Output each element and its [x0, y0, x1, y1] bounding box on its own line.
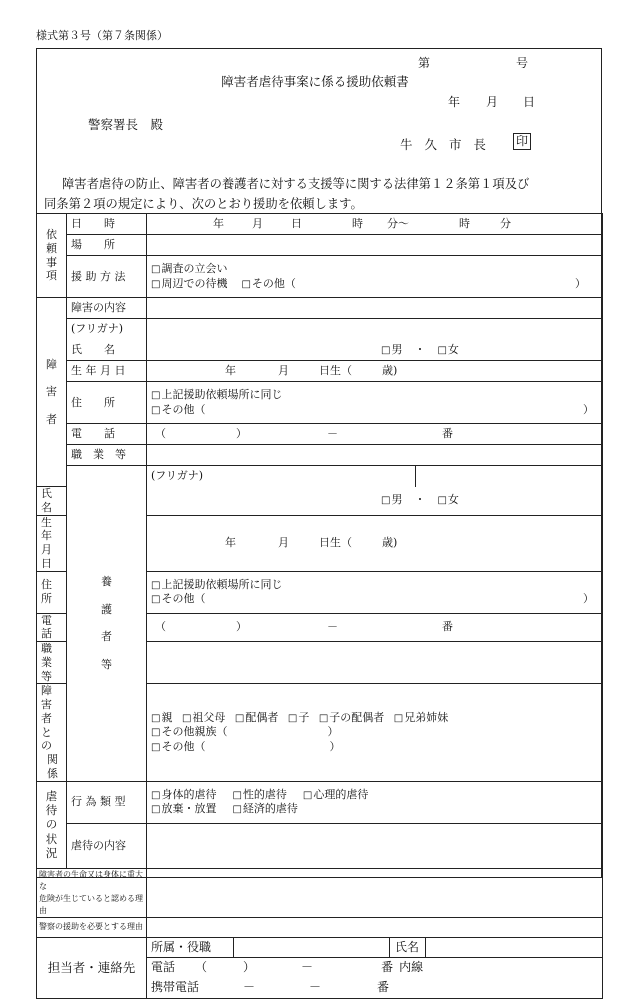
place-label: 場 所 [67, 235, 147, 256]
cg-phone-value[interactable]: （ ） － 番 [147, 613, 603, 642]
victim-phone-value[interactable]: （ ） － 番 [147, 424, 603, 445]
cg-birth-label: 生 年 月 日 [37, 515, 67, 571]
victim-name-value[interactable]: □男 ・ □女 [147, 340, 603, 361]
abuse-type-label: 行 為 類 型 [67, 781, 147, 823]
abuse-content-label: 虐待の内容 [67, 823, 147, 868]
abuse-content-value[interactable] [147, 823, 603, 868]
checkbox-method-other[interactable]: □ [241, 278, 251, 290]
request-table [36, 213, 603, 999]
checkbox-rel-grandparent[interactable]: □ [181, 712, 192, 724]
danger-reason-label: 障害者の生命又は身体に重大な 危険が生じていると認める理由 [37, 868, 147, 917]
victim-birth-label: 生 年 月 日 [67, 361, 147, 382]
disability-label: 障害の内容 [67, 298, 147, 319]
contact-details [147, 937, 603, 998]
police-reason-value[interactable] [147, 917, 603, 937]
intro-line-1: 障害者虐待の防止、障害者の養護者に対する支援等に関する法律第１２条第１項及び [62, 177, 530, 191]
checkbox-abuse-economic[interactable]: □ [232, 804, 242, 815]
contact-mobile-row[interactable]: 携帯電話 － － 番 [151, 980, 390, 994]
cg-job-value[interactable] [147, 642, 603, 684]
checkbox-standby[interactable]: □ [151, 278, 161, 290]
checkbox-abuse-neglect[interactable]: □ [151, 804, 161, 815]
victim-phone-label: 電 話 [67, 424, 147, 445]
checkbox-rel-spouse[interactable]: □ [234, 712, 245, 724]
checkbox-rel-sibling[interactable]: □ [393, 712, 404, 724]
datetime-value[interactable]: 年 月 日 時 分～ 時 分 [147, 214, 603, 235]
checkbox-rel-child[interactable]: □ [287, 712, 298, 724]
danger-reason-value[interactable] [147, 868, 603, 917]
intro-line-2: 同条第２項の規定により、次のとおり援助を依頼します。 [44, 197, 363, 211]
checkbox-abuse-physical[interactable]: □ [151, 789, 161, 801]
victim-address-value[interactable]: □上記援助依頼場所に同じ □その他（ ） [147, 382, 603, 424]
victim-furigana-label: (フリガナ) [67, 319, 147, 340]
document-title: 障害者虐待事案に係る援助依頼書 [221, 74, 409, 89]
checkbox-victim-male[interactable]: □ [381, 344, 391, 356]
cg-address-label: 住 所 [37, 571, 67, 613]
sender: 牛 久 市 長 [400, 137, 490, 152]
contact-name-value[interactable] [425, 938, 602, 958]
cg-furigana-label: (フリガナ) [147, 466, 416, 487]
checkbox-cg-female[interactable]: □ [437, 495, 447, 507]
section-caregiver: 養 護 者 等 [67, 466, 147, 782]
checkbox-victim-addr-other[interactable]: □ [151, 404, 161, 416]
cg-address-value[interactable]: □上記援助依頼場所に同じ □その他（ ） [147, 571, 603, 613]
seal-mark: 印 [513, 133, 531, 150]
checkbox-rel-other-relative[interactable]: □ [151, 727, 161, 739]
abuse-type-options[interactable]: □身体的虐待 □性的虐待 □心理的虐待 □放棄・放置 □経済的虐待 [147, 781, 603, 823]
method-label: 援 助 方 法 [67, 256, 147, 298]
disability-value[interactable] [147, 298, 603, 319]
checkbox-abuse-sexual[interactable]: □ [232, 789, 242, 801]
cg-furigana-value[interactable] [416, 466, 603, 487]
date-month: 月 [486, 95, 499, 109]
checkbox-victim-female[interactable]: □ [437, 344, 447, 356]
victim-address-label: 住 所 [67, 382, 147, 424]
police-reason-label: 警察の援助を必要とする理由 [37, 917, 147, 937]
doc-number-dai: 第 [418, 56, 431, 70]
cg-relation-options[interactable]: □親 □祖父母 □配偶者 □子 □子の配偶者 □兄弟姉妹 □その他親族（ ） □その他（ ） [147, 684, 603, 781]
date-year: 年 [448, 95, 461, 109]
cg-birth-value[interactable]: 年 月 日生（ 歳) [147, 515, 603, 571]
section-abuse: 虐 待 の 状 況 [37, 781, 67, 868]
checkbox-rel-parent[interactable]: □ [151, 712, 161, 724]
place-value[interactable] [147, 235, 603, 256]
contact-name-label: 氏名 [389, 938, 425, 958]
cg-name-value[interactable]: □男 ・ □女 [147, 487, 603, 516]
section-victim: 障 害 者 [37, 298, 67, 487]
contact-affiliation-label: 所属・役職 [147, 938, 233, 958]
contact-phone-row[interactable]: 電話 （ ） － 番 内線 [151, 960, 424, 975]
doc-number-go: 号 [516, 56, 529, 70]
contact-affiliation-value[interactable] [233, 938, 389, 958]
checkbox-rel-other[interactable]: □ [151, 741, 161, 753]
checkbox-victim-addr-same[interactable]: □ [151, 390, 161, 401]
date-day: 日 [523, 95, 536, 109]
checkbox-witness[interactable]: □ [151, 264, 161, 275]
victim-birth-value[interactable]: 年 月 日生（ 歳) [147, 361, 603, 382]
method-options[interactable]: □調査の立会い □周辺での待機 □その他（ ） [147, 256, 603, 298]
victim-name-label: 氏 名 [67, 340, 147, 361]
checkbox-rel-child-spouse[interactable]: □ [318, 712, 329, 724]
datetime-label: 日 時 [67, 214, 147, 235]
checkbox-cg-addr-other[interactable]: □ [151, 594, 161, 605]
addressee: 警察署長 殿 [88, 117, 164, 132]
cg-name-label: 氏 名 [37, 487, 67, 516]
cg-phone-label: 電 話 [37, 613, 67, 642]
section-request: 依 頼 事 項 [37, 214, 67, 298]
checkbox-cg-addr-same[interactable]: □ [151, 579, 161, 591]
checkbox-abuse-psychological[interactable]: □ [302, 789, 313, 801]
victim-job-value[interactable] [147, 445, 603, 466]
victim-job-label: 職 業 等 [67, 445, 147, 466]
checkbox-cg-male[interactable]: □ [381, 495, 391, 507]
contact-label: 担当者・連絡先 [37, 937, 147, 998]
cg-relation-label: 障害者との 関 係 [37, 684, 67, 781]
form-number: 様式第３号（第７条関係） [36, 29, 168, 42]
cg-job-label: 職 業 等 [37, 642, 67, 684]
victim-furigana-value[interactable] [147, 319, 603, 340]
